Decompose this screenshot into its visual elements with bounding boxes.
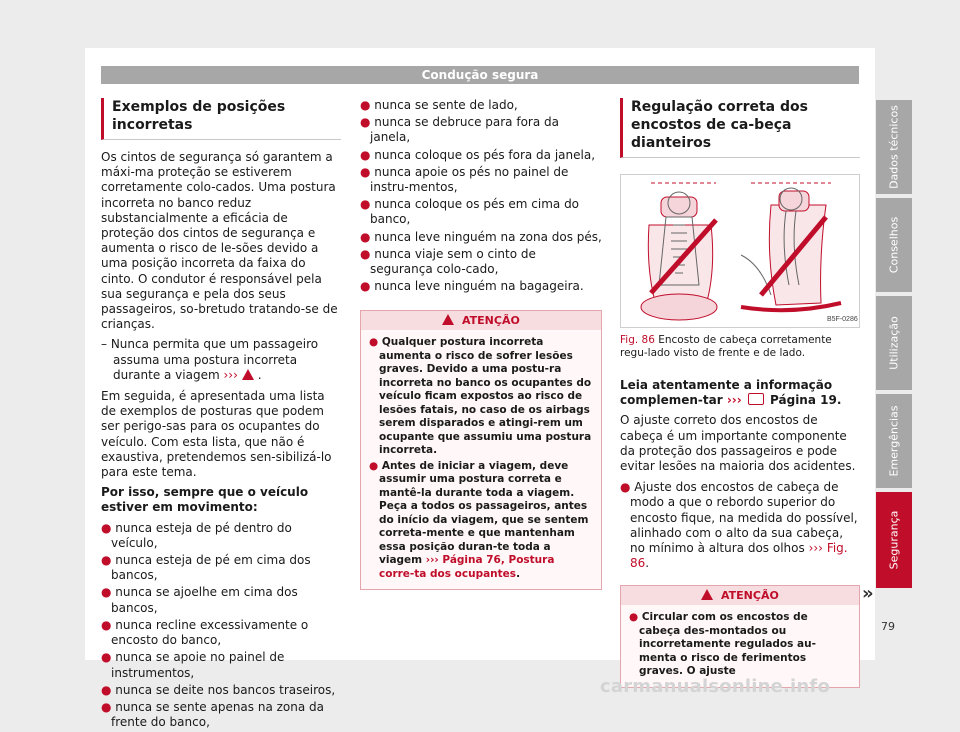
figure-caption: Fig. 86 Encosto de cabeça corretamente regu-lado visto de frente e de lado.	[620, 334, 832, 359]
list-item: ● nunca se sente de lado,	[360, 98, 518, 112]
subheading: Por isso, sempre que o veículo estiver em movimento:	[101, 485, 309, 515]
list-item: ● nunca esteja de pé dentro do veículo,	[101, 520, 292, 550]
list-item: ● nunca apoie os pés no painel de instru-mentos,	[360, 164, 569, 195]
page-header: Condução segura	[101, 66, 859, 84]
fig-86-link[interactable]: Fig. 86	[630, 541, 848, 571]
headrest-figure	[620, 174, 860, 328]
list-item: ● Ajuste dos encostos de cabeça de modo a que o rebordo superior do encosto fique, na medida do possível, alinhado com o alto da sua cabeça, no mínimo à altura dos olhos ››› Fig. 86.	[620, 480, 858, 571]
warning-triangle-icon	[442, 314, 454, 325]
column-left	[101, 98, 341, 732]
book-icon	[748, 393, 764, 405]
warning-header: ATENÇÃO	[361, 311, 601, 330]
warning-item: ● Qualquer postura incorreta aumenta o risco de sofrer lesões graves. Devido a uma postu-ra incorreta no banco os ocupantes do veículo ficam expostos ao risco de lesões fatais, no caso de os airbags serem disparados e atingi-rem um ocupante que assumiu uma postura incorreta.	[369, 336, 592, 457]
list-item: ● nunca se ajoelhe em cima dos bancos,	[101, 585, 298, 615]
lead-instruction: Leia atentamente a informação complemen-tar ››› Página 19.	[620, 378, 842, 408]
tab-seguranca[interactable]: Segurança	[876, 492, 912, 588]
page-19-link[interactable]: Página 19	[770, 393, 837, 408]
list-item: ● nunca leve ninguém na bagageira.	[360, 279, 584, 294]
instruction-dash: – Nunca permita que um passageiro assuma uma postura incorreta durante a viagem ››› .	[101, 337, 319, 382]
intro-paragraph: Os cintos de segurança só garantem a máxi-ma proteção se estiverem corretamente colo-cados. Uma postura incorreta no banco reduz substancialmente a eficácia de proteção dos cintos de segurança e aumenta o risco de le-sões devido a uma posição incorreta da faixa do cinto. O condutor é responsável pela sua segurança e pela dos seus passageiros, so-bretudo tratando-se de crianças.	[101, 150, 338, 332]
warning-triangle-icon	[242, 369, 254, 380]
warning-box	[360, 310, 602, 590]
list-item: ● nunca esteja de pé em cima dos bancos,	[101, 553, 311, 583]
list-item: ● nunca se debruce para fora da janela,	[360, 115, 559, 145]
tab-emergencias[interactable]: Emergências	[876, 394, 912, 488]
column-middle	[360, 98, 602, 590]
warning-triangle-icon	[701, 589, 713, 600]
tab-conselhos[interactable]: Conselhos	[876, 198, 912, 292]
list-intro-paragraph: Em seguida, é apresentada uma lista de exemplos de posturas que podem ser perigo-sas para os ocupantes do veículo. Com esta lista, que não é exaustiva, pretendemos sen-sibilizá-lo para este tema.	[101, 389, 332, 480]
list-item: ● nunca se apoie no painel de instrumentos,	[101, 650, 285, 680]
tab-utilizacao[interactable]: Utilização	[876, 296, 912, 390]
list-item: ● nunca recline excessivamente o encosto do banco,	[101, 617, 309, 648]
headrest-paragraph: O ajuste correto dos encostos de cabeça é um importante componente da proteção dos passageiros e pode evitar lesões na maioria dos acidentes.	[620, 413, 856, 474]
page-76-link[interactable]: Página 76, Postura corre-ta dos ocupantes	[379, 554, 555, 580]
warning-header: ATENÇÃO	[621, 586, 859, 605]
headrest-illustration	[621, 175, 859, 327]
list-item: ● nunca se sente apenas na zona da frente do banco,	[101, 699, 325, 730]
column-right	[620, 98, 860, 688]
list-item: ● nunca coloque os pés em cima do banco,	[360, 197, 580, 227]
page-number: 79	[881, 620, 895, 633]
warning-box	[620, 585, 860, 688]
list-item: ● nunca se deite nos bancos traseiros,	[101, 682, 336, 697]
list-item: ● nunca viaje sem o cinto de segurança colo-cado,	[360, 246, 536, 277]
section-heading: Regulação correta dos encostos de ca-beça dianteiros	[620, 98, 860, 158]
list-item: ● nunca coloque os pés fora da janela,	[360, 147, 596, 162]
watermark: carmanualsonline.info	[600, 676, 831, 697]
section-heading: Exemplos de posições incorretas	[101, 98, 341, 140]
figure-code: B5F-0286	[827, 316, 858, 323]
continue-arrow-icon: »	[862, 583, 874, 604]
tab-dados-tecnicos[interactable]: Dados técnicos	[876, 100, 912, 194]
arrow-ref: ›››	[223, 367, 238, 382]
warning-item: ● Antes de iniciar a viagem, deve assumir uma postura correta e mantê-la durante toda a viagem. Peça a todos os passageiros, antes do início da viagem, que se sentem correta-mente e que mantenham essa posição duran-te toda a viagem ››› Página 76, Postura corre-ta dos ocupantes.	[369, 459, 589, 580]
warning-item: ● Circular com os encostos de cabeça des-montados ou incorretamente regulados au-menta o risco de ferimentos graves. O ajuste	[629, 611, 816, 678]
list-item: ● nunca leve ninguém na zona dos pés,	[360, 229, 602, 244]
